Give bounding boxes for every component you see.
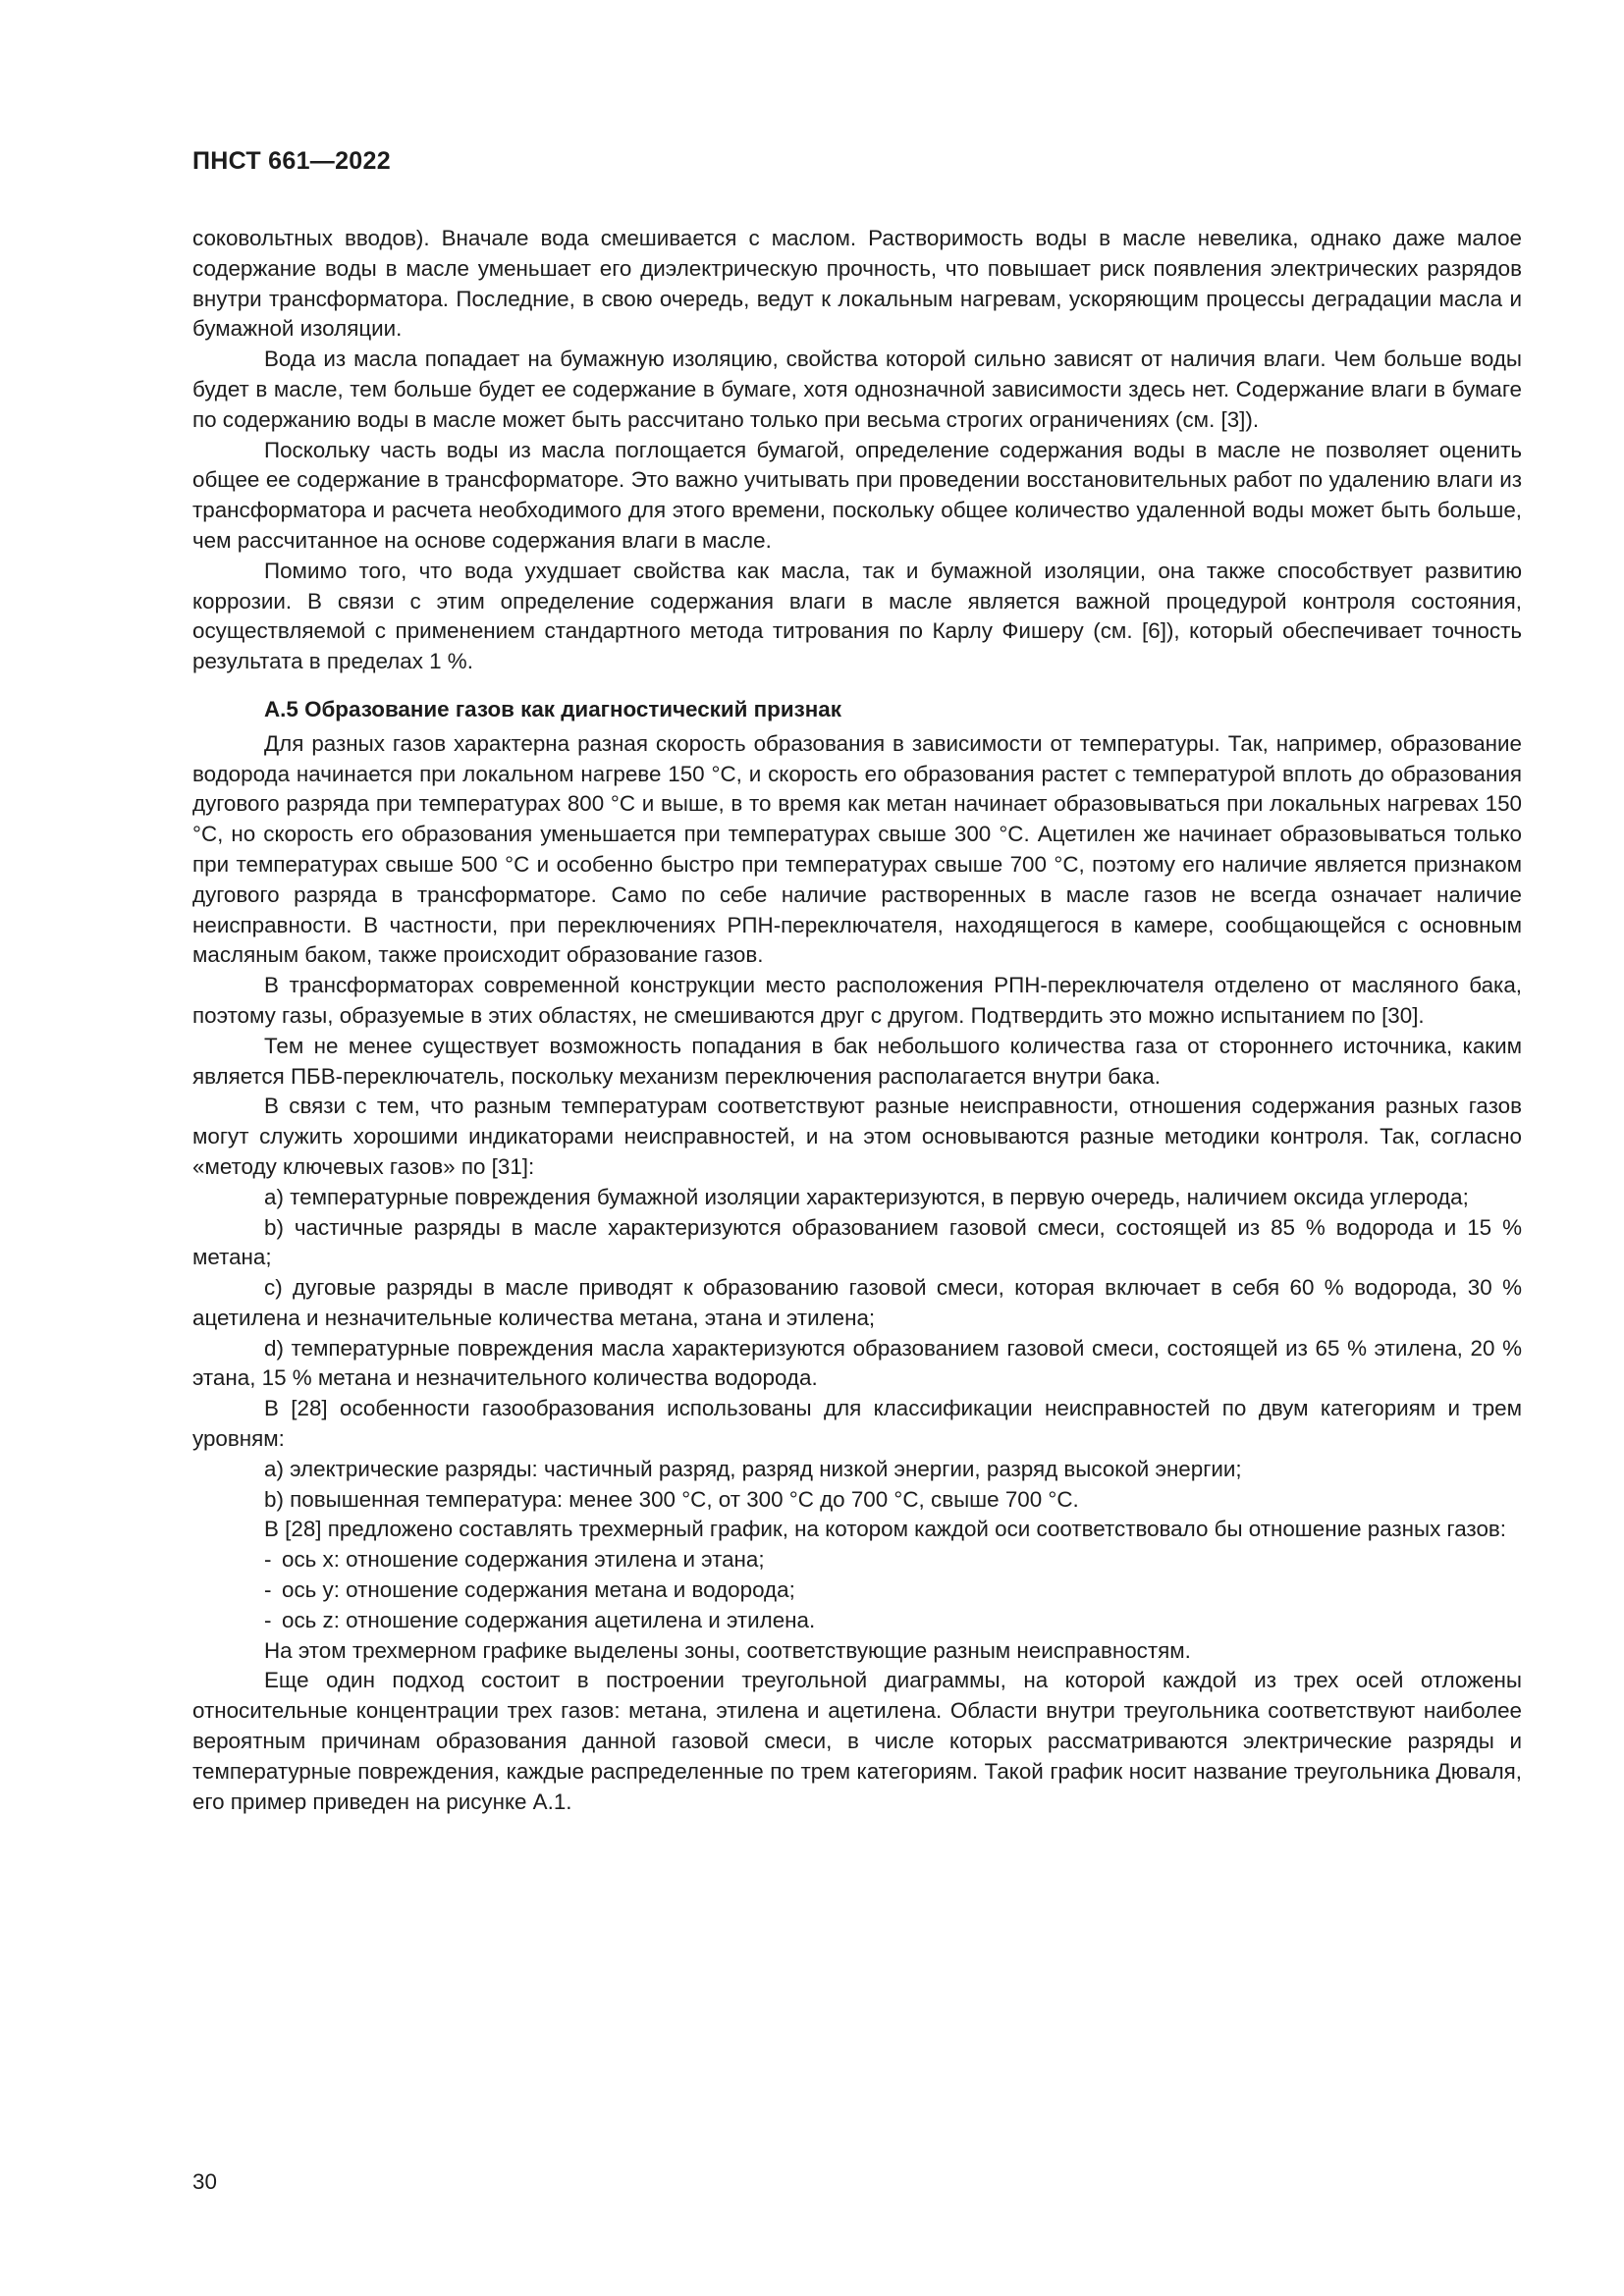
paragraph-water-paper-insulation: Вода из масла попадает на бумажную изоляцию, свойства которой сильно зависят от наличия влаги. Чем больше воды будет в масле, тем больше будет ее содержание в бумаге, хотя однозначной зависимости здесь нет. Содержание влаги в бумаге по содержанию воды в масле может быть рассчитано только при весьма строгих ограничениях (см. [3]). xyxy=(192,347,1522,432)
dash-bullet: - xyxy=(264,1577,272,1603)
paragraph-external-gas-source: Тем не менее существует возможность попадания в бак небольшого количества газа от стороннего источника, каким является ПБВ-переключатель, поскольку механизм переключения располагается внутри бака. xyxy=(192,1033,1522,1089)
paragraph-3d-zones: На этом трехмерном графике выделены зоны, соответствующие разным неисправностям. xyxy=(264,1637,1191,1663)
list-item-key-gas-b: b) частичные разряды в масле характеризуются образованием газовой смеси, состоящей из 85 % водорода и 15 % метана; xyxy=(192,1214,1522,1270)
paragraph-corrosion-karl-fischer: Помимо того, что вода ухудшает свойства как масла, так и бумажной изоляции, она также способствует развитию коррозии. В связи с этим определение содержания влаги в масле является важной процедурой контроля состояния, осуществляемой с применением стандартного метода титрования по Карлу Фишеру (см. [6]), который обеспечивает точность результата в пределах 1 %. xyxy=(192,558,1522,674)
paragraph-water-absorption: Поскольку часть воды из масла поглощается бумагой, определение содержания воды в масле не позволяет оценить общее ее содержание в трансформаторе. Это важно учитывать при проведении восстановительных работ по удалению влаги из трансформатора и расчета необходимого для этого времени, поскольку общее количество удаленной воды может быть больше, чем рассчитанное на основе содержания влаги в масле. xyxy=(192,437,1522,553)
list-item-electrical-discharges: а) электрические разряды: частичный разряд, разряд низкой энергии, разряд высокой энергии; xyxy=(264,1456,1242,1481)
dash-bullet: - xyxy=(264,1547,272,1573)
axis-x-text: ось х: отношение содержания этилена и этана; xyxy=(282,1547,765,1573)
paragraph-3d-graph: В [28] предложено составлять трехмерный график, на котором каждой оси соответствовало бы отношение разных газов: xyxy=(264,1517,1507,1542)
list-item-axis-y xyxy=(192,1575,1522,1606)
list-item-axis-z xyxy=(192,1606,1522,1636)
list-item-axis-x xyxy=(192,1545,1522,1575)
dash-bullet: - xyxy=(264,1607,272,1632)
axis-y-text: ось у: отношение содержания метана и водорода; xyxy=(282,1577,795,1603)
paragraph-gas-formation-rates: Для разных газов характерна разная скорость образования в зависимости от температуры. Так, например, образование водорода начинается при локальном нагреве 150 °С, и скорость его образования растет с температурой вплоть до образования дугового разряда при температурах 800 °С и выше, в то время как метан начинает образовываться при локальных нагревах 150 °С, но скорость его образования уменьшается при температурах свыше 300 °С. Ацетилен же начинает образовываться только при температурах свыше 500 °С и особенно быстро при температурах свыше 700 °С, поэтому его наличие является признаком дугового разряда в трансформаторе. Само по себе наличие растворенных в масле газов не всегда означает наличие неисправности. В частности, при переключениях РПН-переключателя, находящегося в камере, сообщающейся с основным масляным баком, также происходит образование газов. xyxy=(192,730,1522,968)
list-item-key-gas-c: c) дуговые разряды в масле приводят к образованию газовой смеси, которая включает в себя 60 % водорода, 30 % ацетилена и незначительные количества метана, этана и этилена; xyxy=(192,1275,1522,1330)
list-item-high-temperature: b) повышенная температура: менее 300 °С, от 300 °С до 700 °С, свыше 700 °С. xyxy=(264,1486,1079,1512)
paragraph-tap-changer-separation: В трансформаторах современной конструкции место расположения РПН-переключателя отделено от масляного бака, поэтому газы, образуемые в этих областях, не смешиваются друг с другом. Подтвердить это можно испытанием по [30]. xyxy=(192,973,1522,1028)
paragraph-duval-triangle: Еще один подход состоит в построении треугольной диаграммы, на которой каждой из трех осей отложены относительные концентрации трех газов: метана, этилена и ацетилена. Области внутри треугольника соответствуют наиболее вероятным причинам образования данной газовой смеси, в числе которых рассматриваются электрические разряды и температурные повреждения, каждые распределенные по трем категориям. Такой график носит название треугольника Дюваля, его пример приведен на рисунке А.1. xyxy=(192,1668,1522,1814)
section-heading-a5: А.5 Образование газов как диагностический признак xyxy=(264,696,841,721)
paragraph-fault-classification: В [28] особенности газообразования использованы для классификации неисправностей по двум категориям и трем уровням: xyxy=(192,1396,1522,1452)
page-number: 30 xyxy=(192,2169,217,2194)
paragraph-key-gas-method: В связи с тем, что разным температурам соответствуют разные неисправности, отношения содержания разных газов могут служить хорошими индикаторами неисправностей, и на этом основываются разные методики контроля. Так, согласно «методу ключевых газов» по [31]: xyxy=(192,1094,1522,1179)
paragraph-water-oil-mixing: соковольтных вводов). Вначале вода смешивается с маслом. Растворимость воды в масле невелика, однако даже малое содержание воды в масле уменьшает его диэлектрическую прочность, что повышает риск появления электрических разрядов внутри трансформатора. Последние, в свою очередь, ведут к локальным нагревам, ускоряющим процессы деградации масла и бумажной изоляции. xyxy=(192,226,1522,342)
document-code: ПНСТ 661—2022 xyxy=(192,147,391,175)
list-item-key-gas-d: d) температурные повреждения масла характеризуются образованием газовой смеси, состоящей из 65 % этилена, 20 % этана, 15 % метана и незначительного количества водорода. xyxy=(192,1335,1522,1391)
axis-z-text: ось z: отношение содержания ацетилена и этилена. xyxy=(282,1607,816,1632)
document-body xyxy=(192,224,1522,1817)
list-item-key-gas-a: а) температурные повреждения бумажной изоляции характеризуются, в первую очередь, наличием оксида углерода; xyxy=(264,1184,1469,1209)
